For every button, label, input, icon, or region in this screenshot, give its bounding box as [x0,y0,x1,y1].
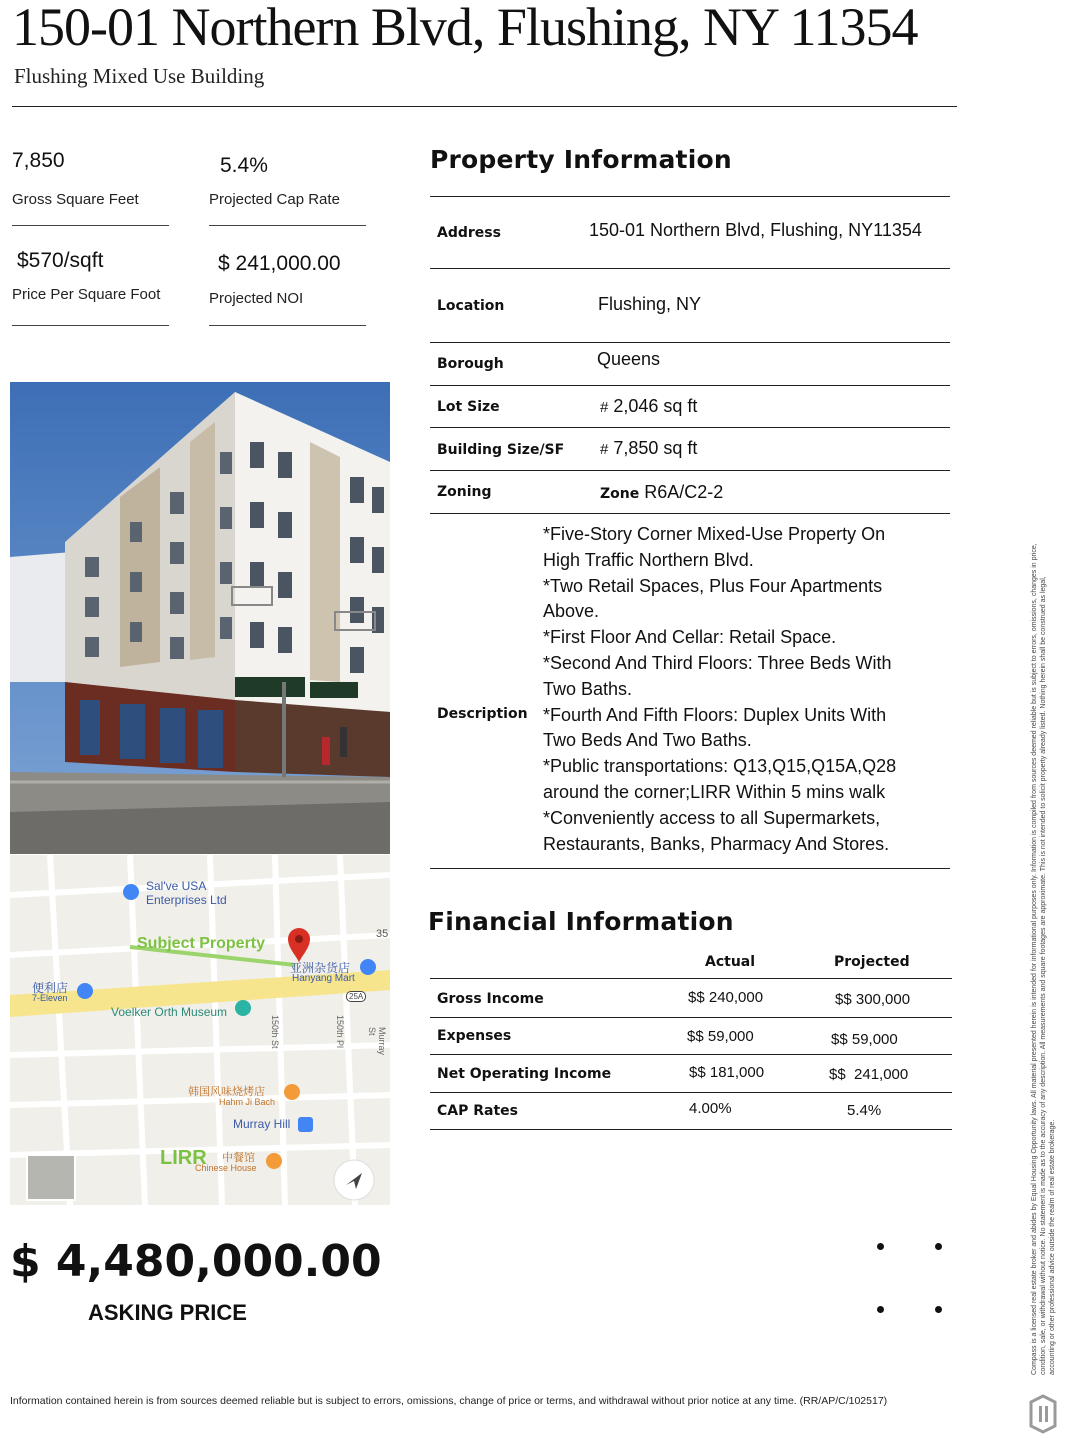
table-divider [430,1054,952,1055]
stat-cap-rate-label: Projected Cap Rate [209,191,340,208]
description-line: *Fourth And Fifth Floors: Duplex Units With [543,704,887,725]
table-divider [430,427,950,428]
table-divider [430,1129,952,1130]
borough-value: Queens [597,349,661,369]
map-label-150th-pl: 150th Pl [335,1015,345,1049]
page-title: 150-01 Northern Blvd, Flushing, NY 11354 [12,0,918,57]
map-label-chinese: 中餐馆 [222,1152,255,1164]
building-size-label: Building Size/SF [437,442,565,458]
map-label-subject: Subject Property [137,935,266,952]
compass-logo-icon [1028,1394,1058,1434]
map-label-chinese-house: Chinese House [195,1163,257,1173]
footer-disclaimer: Information contained herein is from sources deemed reliable but is subject to errors, omissions, change of price or terms, and withdrawal without prior notice at any time. (RR/AP/C/102517) [10,1395,888,1407]
table-divider [430,196,950,197]
stat-noi-value: $ 241,000.00 [218,252,341,275]
stat-cap-rate-value: 5.4% [220,154,268,177]
property-info-heading: Property Information [430,145,732,174]
map-label-hanyang: Hanyang Mart [292,973,355,984]
description-label: Description [437,706,528,722]
description-line: Two Beds And Two Baths. [543,730,752,751]
description-line: *Two Retail Spaces, Plus Four Apartments [543,575,883,596]
map-label-lirr: LIRR [160,1147,207,1169]
noi-label: Net Operating Income [437,1066,612,1082]
noi-actual: $$ 181,000 [689,1064,765,1081]
map-label-35: 35 [376,928,389,940]
cap-rates-actual: 4.00% [689,1100,732,1117]
stat-divider [12,325,169,326]
description-line: around the corner;LIRR Within 5 mins walk [543,781,886,802]
zoning-value: Zone R6A/C2-2 [600,482,724,502]
map-label-salve: Sal've USA Enterprises Ltd [146,879,227,907]
table-divider [430,1092,952,1093]
decorative-dot [877,1306,884,1313]
map-label-asian-store: 亚洲杂货店 [290,961,351,975]
description-line: High Traffic Northern Blvd. [543,549,754,570]
map-label-museum: Voelker Orth Museum [111,1005,228,1019]
decorative-dot [877,1243,884,1250]
map-route-badge: 25A [346,991,366,1002]
stat-noi-label: Projected NOI [209,290,304,307]
stat-divider [209,325,366,326]
description-line: *Public transportations: Q13,Q15,Q15A,Q28 [543,756,897,777]
stat-price-per-sqft-label: Price Per Square Foot [12,286,161,303]
location-map [10,855,390,1205]
description-line: Above. [543,601,600,622]
lot-size-value: # 2,046 sq ft [600,396,698,416]
col-actual-header: Actual [705,954,756,970]
decorative-dot [935,1243,942,1250]
stat-price-per-sqft-value: $570/sqft [17,249,104,272]
borough-label: Borough [437,356,504,372]
address-value: 150-01 Northern Blvd, Flushing, NY11354 [589,220,922,240]
location-value: Flushing, NY [598,294,702,314]
table-divider [430,470,950,471]
expenses-label: Expenses [437,1028,512,1044]
col-projected-header: Projected [834,954,910,970]
page-subtitle: Flushing Mixed Use Building [14,64,265,88]
table-divider [430,268,950,269]
asking-price-value: $ 4,480,000.00 [10,1236,382,1287]
map-label-korean: 韩国风味烧烤店 [188,1086,265,1098]
gross-income-actual: $$ 240,000 [688,989,764,1006]
stat-gross-sqft-label: Gross Square Feet [12,191,139,208]
stat-divider [12,225,169,226]
gross-income-label: Gross Income [437,991,544,1007]
description-line: *Five-Story Corner Mixed-Use Property On [543,524,886,544]
lot-size-label: Lot Size [437,399,500,415]
cap-rates-label: CAP Rates [437,1103,518,1119]
location-label: Location [437,298,505,314]
description-line: *Conveniently access to all Supermarkets, [543,807,881,828]
description-line: *First Floor And Cellar: Retail Space. [543,627,837,648]
table-divider [430,868,950,869]
header-divider [12,106,957,107]
address-label: Address [437,225,501,241]
stat-divider [209,225,366,226]
decorative-dot [935,1306,942,1313]
table-divider [430,513,950,514]
description-text [543,522,943,857]
table-divider [430,978,952,979]
map-label-hahm: Hahm Ji Bach [219,1097,276,1107]
map-label-murray-hill: Murray Hill [233,1117,291,1131]
table-divider [430,1017,952,1018]
financial-info-heading: Financial Information [428,907,734,936]
building-size-value: # 7,850 sq ft [600,438,698,458]
description-line: Two Baths. [543,678,633,699]
description-line: Restaurants, Banks, Pharmacy And Stores. [543,833,890,854]
cap-rates-projected: 5.4% [847,1102,882,1119]
stat-gross-sqft-value: 7,850 [12,149,65,172]
map-label-150th-st: 150th St [270,1015,280,1049]
map-label-seven: 7-Eleven [32,993,68,1003]
expenses-actual: $$ 59,000 [687,1028,754,1045]
gross-income-projected: $$ 300,000 [835,991,911,1008]
expenses-projected: $$ 59,000 [831,1031,898,1048]
asking-price-label: ASKING PRICE [88,1300,247,1325]
description-line: *Second And Third Floors: Three Beds With [543,652,892,673]
zoning-label: Zoning [437,484,492,500]
map-label-murray-st: Murray St [367,1027,387,1056]
noi-projected: $$ 241,000 [829,1066,909,1083]
table-divider [430,385,950,386]
side-disclaimer: Compass is a licensed real estate broker and abides by Equal Housing Opportunity laws. All material presented herein is intended for informational purposes only. Information is compiled from sources deemed reliable but is subject to errors, omissions, changes in price, condition, sale, or withdrawal without notice. No statement is made as to the accuracy of any description. All measurements and square footages are approximate. This is not intended to solicit property already listed. Nothing herein shall be construed as legal, accounting or other professional advice outside the realm of real estate brokerage. [1031,543,1056,1375]
table-divider [430,342,950,343]
building-photo [10,382,390,854]
map-label-conv-store: 便利店 [32,981,69,995]
